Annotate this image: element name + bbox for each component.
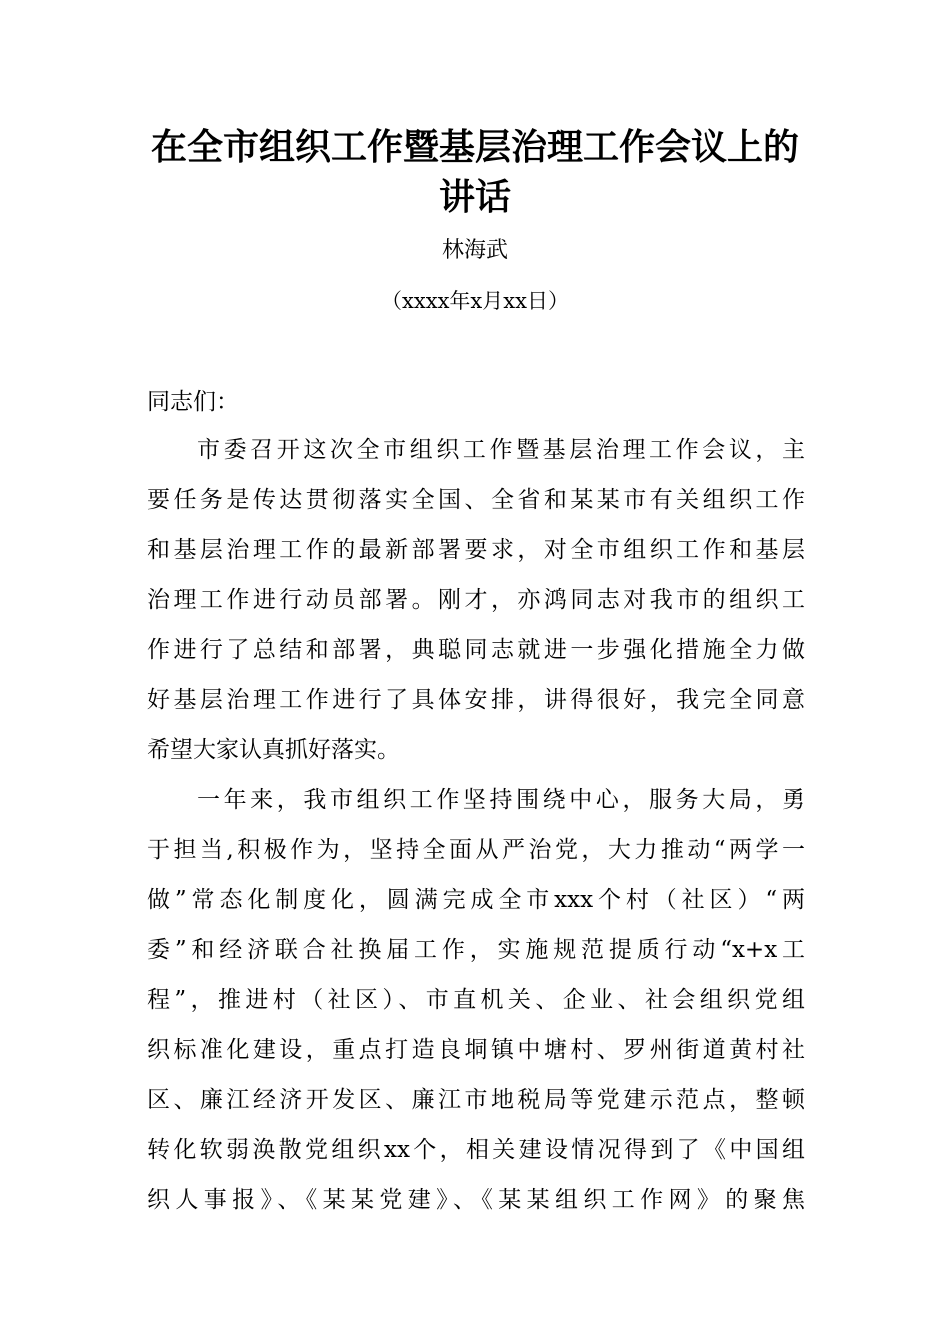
paragraph-1-line: 市委召开这次全市组织工作暨基层治理工作会议，主	[197, 437, 805, 463]
paragraph-1-line: 好基层治理工作进行了具体安排，讲得很好，我完全同意	[147, 687, 805, 713]
paragraph-1-line: 要任务是传达贯彻落实全国、全省和某某市有关组织工作	[147, 487, 805, 513]
paragraph-2-line: 委”和经济联合社换届工作，实施规范提质行动“x+x工	[147, 937, 805, 963]
paragraph-2-line: 一年来，我市组织工作坚持围绕中心，服务大局，勇	[197, 787, 805, 813]
paragraph-1-line: 作进行了总结和部署，典聪同志就进一步强化措施全力做	[147, 637, 805, 663]
paragraph-1-line: 希望大家认真抓好落实。	[147, 737, 400, 763]
paragraph-2-line: 转化软弱涣散党组织xx个，相关建设情况得到了《中国组	[147, 1137, 805, 1163]
paragraph-1-line: 治理工作进行动员部署。刚才，亦鸿同志对我市的组织工	[147, 587, 805, 613]
paragraph-2-line: 织人事报》、《某某党建》、《某某组织工作网》的聚焦	[147, 1187, 805, 1213]
speech-date: （xxxx年x月xx日）	[381, 289, 569, 313]
document-title-line-2: 讲话	[438, 177, 511, 218]
salutation: 同志们：	[147, 389, 239, 415]
author-name: 林海武	[441, 238, 508, 263]
paragraph-1-line: 和基层治理工作的最新部署要求，对全市组织工作和基层	[147, 537, 805, 563]
paragraph-2-line: 织标准化建设，重点打造良垌镇中塘村、罗州街道黄村社	[147, 1037, 805, 1063]
paragraph-2-line: 区、廉江经济开发区、廉江市地税局等党建示范点，整顿	[147, 1087, 805, 1113]
document-title-line-1: 在全市组织工作暨基层治理工作会议上的	[150, 127, 799, 168]
paragraph-2-line: 程”，推进村（社区）、市直机关、企业、社会组织党组	[147, 987, 805, 1013]
paragraph-2-line: 做”常态化制度化，圆满完成全市xxx个村（社区）“两	[147, 887, 805, 913]
paragraph-2-line: 于担当,积极作为，坚持全面从严治党，大力推动“两学一	[147, 837, 805, 863]
